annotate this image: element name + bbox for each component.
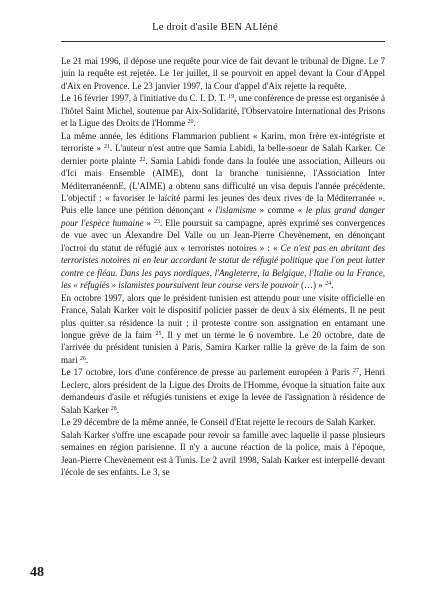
paragraph xyxy=(61,92,385,129)
page-number: 48 xyxy=(30,565,44,580)
footnote-ref: 20 xyxy=(187,119,194,126)
text-run: . xyxy=(193,118,196,129)
text-run: Le 16 février 1997, à l'initiative du C. I. D. T. xyxy=(61,93,229,104)
paragraph xyxy=(61,366,385,416)
text-run: (…) » xyxy=(298,280,326,291)
text-run: le plus grand danger pour l'espèce humaine xyxy=(61,205,386,228)
text-run: . Samia Labidi fonde dans la foulée une association, Ailleurs ou d'Ici mais Ensemble (AIME), dont la branche tunisienne, l'Association Inter MéditerranéennE, (L'AIME) a obtenu sans difficulté un visa depuis l'année précédente. L'objectif : « favoriser le laïcité parmi les jeunes des deux rives de la Méditerranée ». Puis elle lance une pétition dénonçant « xyxy=(61,155,386,216)
text-run: » xyxy=(143,217,154,228)
text-run: Le 21 mai 1996, il dépose une requête pour vice de fait devant le tribunal de Digne. Le 7 juin la requête est rejetée. Le 1er juillet, il se pourvoit en appel devant la Cour d'Appel d'Aix en Provence. Le 23 janvier 1997, la Cour d'appel d'Aix rejette la requête. xyxy=(61,56,385,91)
text-run: . L'auteur n'est autre que Samia Labidi, la belle-soeur de Salah Karker. Ce dernier porte plainte xyxy=(61,143,386,166)
footnote-ref: 22 xyxy=(139,156,146,163)
text-run: . xyxy=(331,280,334,291)
text-run: l'islamisme xyxy=(215,205,257,216)
footnote-ref: 23 xyxy=(153,218,160,225)
footnote-ref: 25 xyxy=(155,330,162,337)
paragraph xyxy=(61,416,385,428)
header-rule xyxy=(61,41,385,42)
paragraph xyxy=(61,130,385,292)
running-head: Le droit d'asile BEN ALIéné xyxy=(152,22,278,33)
text-run: » comme « xyxy=(256,205,306,216)
text-run: , une conférence de presse est organisée à l'hôtel Saint Michel, soutenue par Aix-Solidarité, l'Observatoire International des Prisons et la Ligue des Droits de l'Homme xyxy=(61,93,385,129)
paragraph xyxy=(61,292,385,367)
text-run: Salah Karker s'offre une escapade pour revoir sa famille avec laquelle il passe plusieurs semaines en région parisienne. Il n'y a aucune réaction de la police, mais à l'époque, Jean-Pierre Chevènement est à Tunis. Le 2 avril 1998, Salah Karker est interpellé devant l'école de ses enfants. Le 3, se xyxy=(61,429,385,477)
paragraph xyxy=(61,429,385,479)
text-run: . Elle poursuit sa campagne, après exprimé ses convergences de vue avec un Alexandre Del Valle ou un Jean-Pierre Chevènement, en dénonçant l'octroi du statut de réfugié aux « terroristes notoires » : « xyxy=(61,217,386,253)
text-run: Ce n'est pas en abritant des terroristes notoires ni en leur accordant le statut de réfugié politique que l'on peut lutter contre ce fléau. Dans les pays nordiques, l'Angleterre, la Belgique, l'Italie ou la France, les « réfugiés » islamistes poursuivent leur course vers le pouvoir xyxy=(61,242,386,291)
text-run: . xyxy=(116,404,120,415)
footnote-ref: 27 xyxy=(353,368,360,375)
footnote-ref: 26 xyxy=(79,355,86,362)
footnote-ref: 24 xyxy=(325,281,332,288)
text-run: En octobre 1997, alors que le président tunisien est attendu pour une visite officielle en France, Salah Karker voit le dispositif policier passer de deux à six éléments. Il ne peut plus quitter sa résidence la nuit ; il proteste contre son assignation en entamant une longue grève de la faim xyxy=(61,292,385,340)
footnote-ref: 21 xyxy=(104,144,110,151)
text-run: , Henri Leclerc, alors président de la Ligue des Droits de l'Homme, évoque la situation faite aux demandeurs d'asile et réfugiés tunisiens et exige la levée de l'assignation à résidence de Salah Karker xyxy=(61,367,385,415)
text-run: . Il y met un terme le 6 novembre. Le 20 octobre, date de l'arrivée du président tunisien à Paris, Samira Karker rallie la grève de la faim de son mari xyxy=(61,329,386,365)
text-run: . xyxy=(85,354,89,365)
paragraph xyxy=(61,55,385,92)
text-run: Le 29 décembre de la même année, le Conseil d'Etat rejette le recours de Salah Karker. xyxy=(61,417,376,428)
footnote-ref: 28 xyxy=(110,405,117,412)
footnote-ref: 19 xyxy=(228,94,235,101)
body-text xyxy=(61,55,385,478)
text-run: La même année, les éditions Flammarion publient « Karim, mon frère ex-intégriste et terroriste » xyxy=(61,130,385,154)
text-run: Le 17 octobre, lors d'une conférence de presse au parlement européen à Paris xyxy=(61,367,354,378)
